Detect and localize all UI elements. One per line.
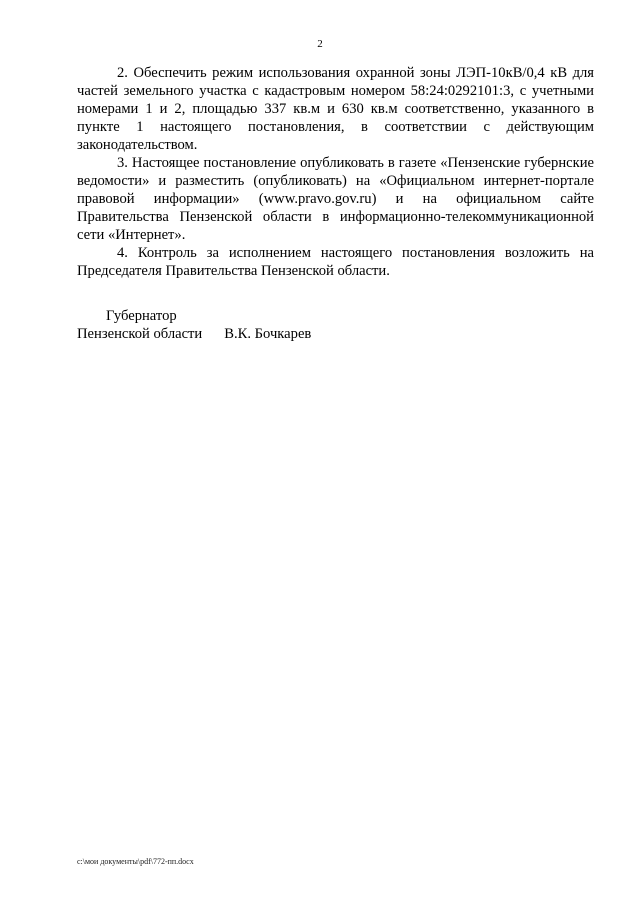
paragraph-2: 2. Обеспечить режим использования охранной зоны ЛЭП-10кВ/0,4 кВ для частей земельного участка с кадастровым номером 58:24:0292101:3, с учетными номерами 1 и 2, площадью 337 кв.м и 630 кв.м соответственно, указанного в пункте 1 настоящего постановления, в соответствии с действующим законодательством.	[77, 65, 594, 153]
signature-name: В.К. Бочкарев	[224, 326, 312, 342]
paragraph-3: 3. Настоящее постановление опубликовать в газете «Пензенские губернские ведомости» и разместить (опубликовать) на «Официальном интернет-портале правовой информации» (www.pravo.gov.ru) и на официальном сайте Правительства Пензенской области в информационно-телекоммуникационной сети «Интернет».	[77, 155, 594, 243]
paragraph-4: 4. Контроль за исполнением настоящего постановления возложить на Председателя Правительства Пензенской области.	[77, 245, 594, 279]
signature-block	[77, 307, 311, 343]
signature-title-line2: Пензенской области	[77, 326, 203, 342]
signature-row	[77, 325, 311, 343]
footer-file-path: c:\мои документы\pdf\772-пп.docx	[77, 857, 194, 866]
signature-title-line1: Губернатор	[106, 308, 177, 324]
document-body	[77, 64, 594, 280]
page-number: 2	[317, 38, 323, 50]
